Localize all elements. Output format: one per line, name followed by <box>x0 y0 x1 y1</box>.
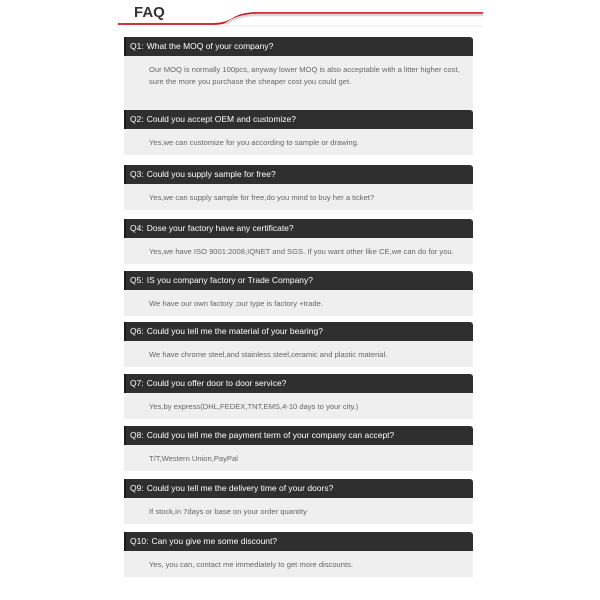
question-text: Can you give me some discount? <box>151 536 278 546</box>
question-text: Could you tell me the material of your bearing? <box>146 326 323 336</box>
question-text: Could you tell me the payment term of your company can accept? <box>146 430 395 440</box>
question-text: IS you company factory or Trade Company? <box>146 275 314 285</box>
answer-text: We have chrome steel,and stainless steel,ceramic and plastic material. <box>149 350 388 359</box>
question-bar <box>124 479 473 498</box>
faq-item-7 <box>124 374 473 419</box>
question-bar <box>124 219 473 238</box>
question-bar <box>124 271 473 290</box>
answer-text: Yes,we have ISO 9001:2008,IQNET and SGS. If you want other like CE,we can do for you. <box>149 247 454 256</box>
question-bar <box>124 426 473 445</box>
answer-text: Yes,we can supply sample for free,do you mind to buy her a ticket? <box>149 193 375 202</box>
question-text: Could you supply sample for free? <box>146 169 276 179</box>
question-number: Q7: <box>130 378 144 388</box>
question-bar <box>124 37 473 56</box>
question-number: Q1: <box>130 41 144 51</box>
answer-text: We have our own factory ;our type is factory +trade. <box>149 299 323 308</box>
answer-text: Our MOQ is normally 100pcs, anyway lower MOQ is also acceptable with a litter higher cost, sure the more you purchase the cheaper cost you could get. <box>149 65 460 86</box>
answer-box <box>124 445 473 471</box>
question-text: Could you offer door to door service? <box>146 378 287 388</box>
faq-item-9 <box>124 479 473 524</box>
answer-box <box>124 238 473 264</box>
question-text: What the MOQ of your company? <box>146 41 274 51</box>
question-number: Q6: <box>130 326 144 336</box>
question-text: Could you tell me the delivery time of your doors? <box>146 483 334 493</box>
question-number: Q2: <box>130 114 144 124</box>
answer-text: If stock,in 7days or base on your order quantity <box>149 507 307 516</box>
faq-item-1 <box>124 37 473 120</box>
faq-item-3 <box>124 165 473 210</box>
faq-header <box>0 0 600 30</box>
question-bar <box>124 322 473 341</box>
faq-item-10 <box>124 532 473 577</box>
answer-text: Yes,by express(DHL,FEDEX,TNT,EMS,4-10 days to your city.) <box>149 402 359 411</box>
faq-item-5 <box>124 271 473 316</box>
question-text: Dose your factory have any certificate? <box>146 223 294 233</box>
answer-text: Yes, you can, contact me immediately to get more discounts. <box>149 560 354 569</box>
question-text: Could you accept OEM and customize? <box>146 114 297 124</box>
question-number: Q4: <box>130 223 144 233</box>
question-number: Q9: <box>130 483 144 493</box>
question-number: Q5: <box>130 275 144 285</box>
answer-box <box>124 129 473 155</box>
page-title: FAQ <box>134 4 165 21</box>
header-swoosh-decoration <box>0 0 600 30</box>
answer-box <box>124 393 473 419</box>
answer-box <box>124 551 473 577</box>
answer-box <box>124 341 473 367</box>
question-number: Q8: <box>130 430 144 440</box>
faq-item-4 <box>124 219 473 264</box>
faq-item-2 <box>124 110 473 155</box>
answer-box <box>124 290 473 316</box>
question-number: Q3: <box>130 169 144 179</box>
answer-text: Yes,we can customize for you according to sample or drawing. <box>149 138 359 147</box>
question-bar <box>124 165 473 184</box>
question-bar <box>124 110 473 129</box>
question-bar <box>124 374 473 393</box>
answer-box <box>124 498 473 524</box>
faq-item-6 <box>124 322 473 367</box>
answer-text: T/T,Western Union,PayPal <box>149 454 238 463</box>
answer-box <box>124 184 473 210</box>
question-bar <box>124 532 473 551</box>
question-number: Q10: <box>130 536 149 546</box>
faq-item-8 <box>124 426 473 471</box>
